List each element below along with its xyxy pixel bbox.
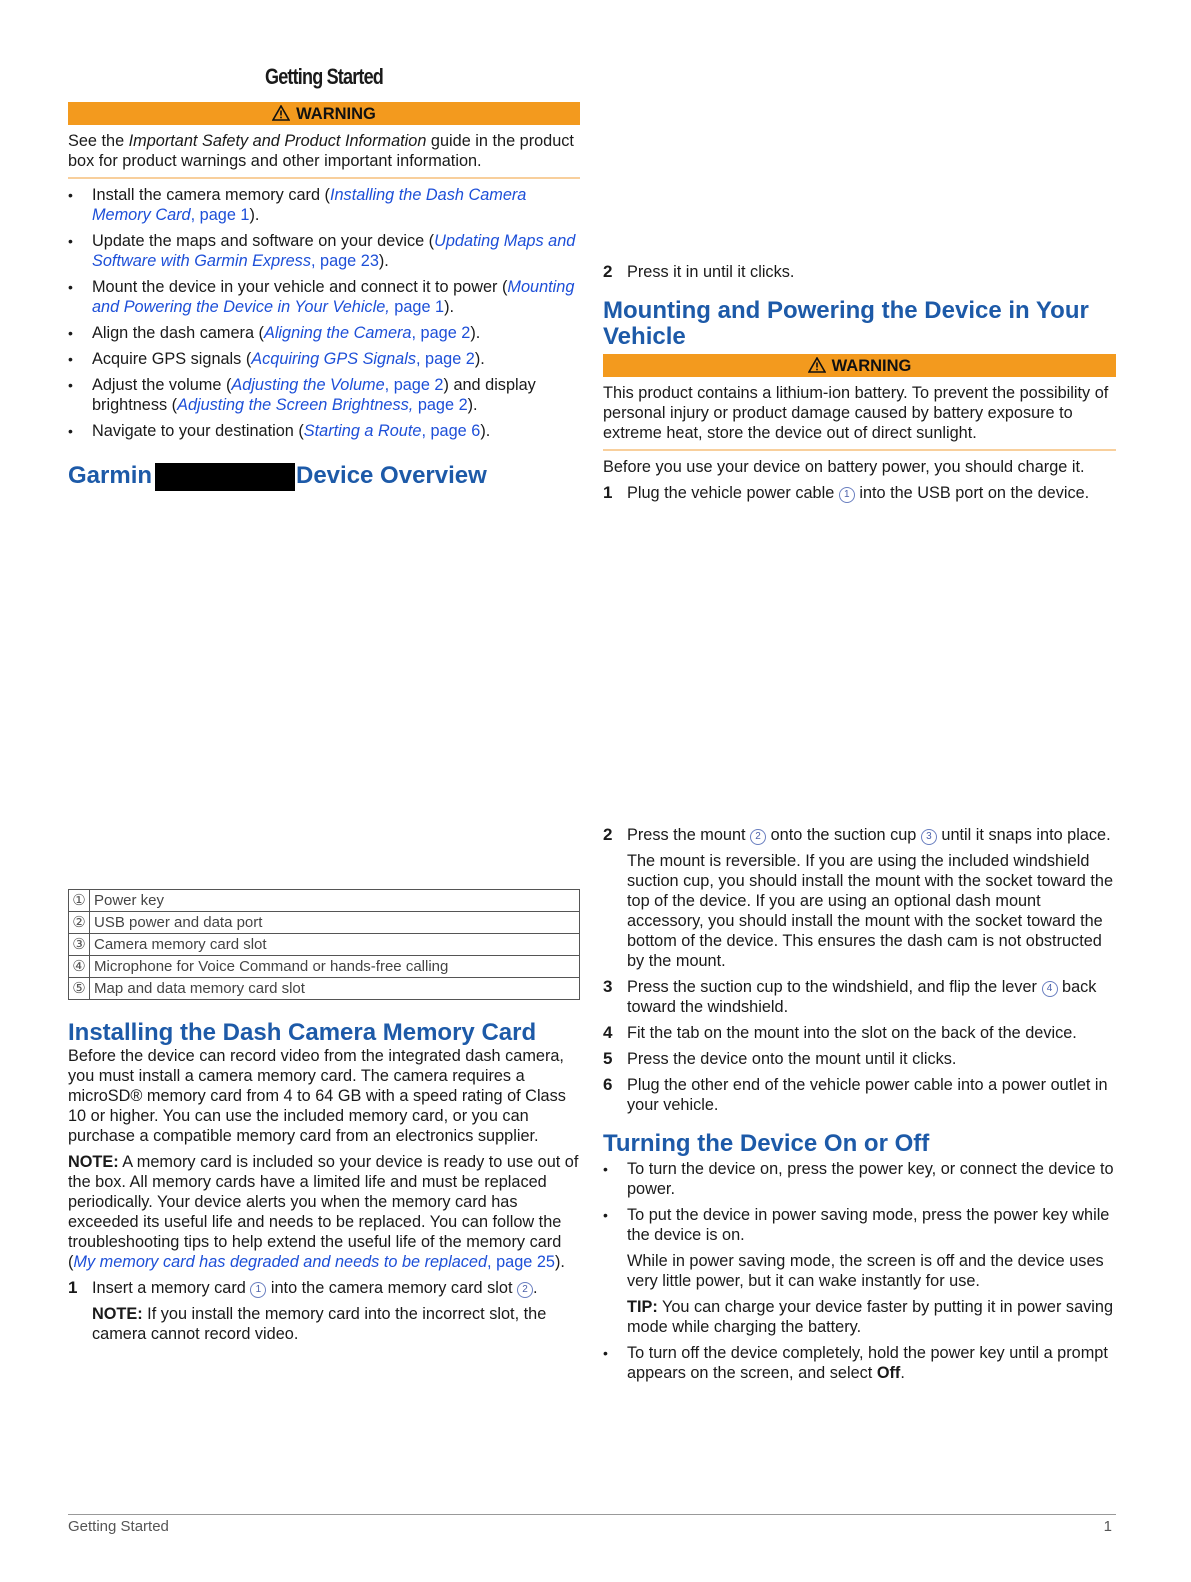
off-option: Off [876, 1364, 901, 1382]
list-item [603, 1343, 1116, 1383]
right-column [603, 62, 1116, 1389]
warning-label: WARNING [831, 357, 912, 375]
list-item-text: ). [378, 252, 389, 270]
list-item-text: Align the dash camera ( [92, 324, 264, 342]
link[interactable]: My memory card has degraded and needs to be replaced [73, 1253, 488, 1271]
turning-on-off-heading: Turning the Device On or Off [603, 1130, 930, 1157]
step-number: 6 [603, 1075, 613, 1094]
callout-icon: 2 [750, 829, 766, 845]
mounting-intro: Before you use your device on battery power, you should charge it. [603, 458, 1085, 476]
heading-part-2: Device Overview [296, 462, 487, 489]
warning-banner [68, 102, 580, 125]
list-item-text: ). [467, 396, 478, 414]
table-cell-label: Map and data memory card slot [90, 978, 580, 1000]
warning-triangle-icon [808, 357, 826, 373]
step-text: Insert a memory card [92, 1279, 251, 1297]
install-step-2 [603, 262, 1116, 282]
mounting-warning-banner [603, 354, 1116, 377]
list-item-text: Adjust the volume ( [92, 376, 232, 394]
note-text: If you install the memory card into the incorrect slot, the camera cannot record video. [92, 1305, 547, 1343]
list-item-text: To turn off the device completely, hold the power key until a prompt appears on the screen, and select [627, 1344, 1108, 1382]
warning-text-post: guide in the product box for product warnings and other important information. [68, 132, 574, 170]
link-page[interactable]: , page 2 [411, 324, 471, 342]
step-number: 1 [603, 483, 613, 502]
list-item [68, 375, 580, 415]
step-number: 4 [603, 1023, 613, 1042]
table-row [69, 912, 580, 934]
link[interactable]: Aligning the Camera [263, 324, 412, 342]
link-page[interactable]: , page 6 [421, 422, 481, 440]
link[interactable]: Installing the Dash Camera Memory Card [92, 186, 527, 224]
note-text: A memory card is included so your device is ready to use out of the box. All memory cards have a limited life and must be replaced periodically. Your device alerts you when the memory card has exceeded its useful life and needs to be replaced. You can follow the troubleshooting tips to help extend the useful life of the memory card ( [68, 1153, 579, 1271]
list-item [68, 323, 580, 343]
page-title: Getting Started [264, 64, 384, 89]
table-cell-label: Microphone for Voice Command or hands-free calling [90, 956, 580, 978]
install-step-1 [68, 1278, 580, 1298]
step-text: Plug the vehicle power cable [627, 484, 839, 502]
table-cell-number: ⑤ [69, 978, 90, 1000]
mounting-illustration-area [603, 503, 1116, 825]
tip-label: TIP: [627, 1298, 658, 1316]
list-item-text: Install the camera memory card ( [92, 186, 330, 204]
mount-step-2 [603, 825, 1116, 845]
step-number: 3 [603, 977, 613, 996]
device-diagram-area [68, 491, 580, 889]
list-item: • To turn the device on, press the power key, or connect the device to power. [603, 1159, 1116, 1199]
list-item-text: ). [474, 350, 485, 368]
link-page[interactable]: , page 23 [310, 252, 379, 270]
warning-text-pre: See the [68, 132, 129, 150]
table-cell-number: ④ [69, 956, 90, 978]
list-item-text: . [900, 1364, 905, 1382]
link[interactable]: Adjusting the Volume [231, 376, 385, 394]
callout-icon: 1 [250, 1282, 266, 1298]
link[interactable]: Acquiring GPS Signals [251, 350, 416, 368]
step-text: Press the suction cup to the windshield, and flip the lever [627, 978, 1042, 996]
step-text: back toward the windshield. [627, 978, 1097, 1016]
install-step-1-note [68, 1304, 580, 1344]
step-text: into the camera memory card slot [266, 1279, 517, 1297]
table-row [69, 934, 580, 956]
table-row [69, 978, 580, 1000]
step-text: . [533, 1279, 538, 1297]
mounting-warning-text: This product contains a lithium-ion battery. To prevent the possibility of personal injury or product damage caused by battery exposure to extreme heat, store the device out of direct sunlight. [603, 383, 1116, 451]
link-page[interactable]: , page 2 [415, 350, 475, 368]
link[interactable]: Updating Maps and Software with Garmin Express [92, 232, 576, 270]
list-item-text: Update the maps and software on your device ( [92, 232, 435, 250]
callout-icon: 4 [1042, 981, 1058, 997]
left-column [68, 62, 580, 1344]
link-page[interactable]: , page 25 [487, 1253, 555, 1271]
mount-step-1 [603, 483, 1116, 503]
note-text: ). [554, 1253, 565, 1271]
getting-started-steps [68, 185, 580, 441]
tip-text: You can charge your device faster by putting it in power saving mode while charging the battery. [627, 1298, 1113, 1336]
note-label: NOTE: [68, 1153, 119, 1171]
list-item-text: To put the device in power saving mode, press the power key while the device is on. [627, 1206, 1110, 1244]
mount-step-4 [603, 1023, 1116, 1043]
install-paragraph: Before the device can record video from the integrated dash camera, you must install a camera memory card. The camera requires a microSD® memory card from 4 to 64 GB with a speed rating of Class 10 or higher. You can use the included memory card, or you can purchase a compatible memory card from an electronics supplier. [68, 1047, 566, 1145]
list-item-text: Acquire GPS signals ( [92, 350, 252, 368]
list-item-text: ). [480, 422, 491, 440]
warning-label: WARNING [296, 105, 376, 123]
callout-icon: 3 [921, 829, 937, 845]
list-item [68, 277, 580, 317]
warning-text [68, 131, 580, 179]
footer-section-name: Getting Started [68, 1518, 169, 1535]
note-label: NOTE: [92, 1305, 143, 1323]
step-number: 1 [68, 1278, 78, 1297]
table-cell-label: USB power and data port [90, 912, 580, 934]
page-footer [68, 1514, 1116, 1535]
table-cell-number: ① [69, 890, 90, 912]
mounting-heading: Mounting and Powering the Device in Your Vehicle [603, 297, 1089, 350]
table-row [69, 956, 580, 978]
step-number: 2 [603, 825, 613, 844]
mount-step-5 [603, 1049, 1116, 1069]
table-cell-number: ② [69, 912, 90, 934]
table-row [69, 890, 580, 912]
list-item-text: ). [249, 206, 260, 224]
link[interactable]: Starting a Route [303, 422, 422, 440]
table-cell-label: Power key [90, 890, 580, 912]
memory-card-illustration-area [603, 62, 1116, 262]
callout-icon: 2 [517, 1282, 533, 1298]
step-text: into the USB port on the device. [854, 484, 1090, 502]
list-item [603, 1205, 1116, 1337]
step-text: Fit the tab on the mount into the slot on the back of the device. [627, 1024, 1077, 1042]
mount-step-2-detail: The mount is reversible. If you are using the included windshield suction cup, you should install the mount with the socket toward the top of the device. If you are using an optional dash mount accessory, you should install the mount with the socket toward the bottom of the device. This ensures the dash cam is not obstructed by the mount. [627, 852, 1113, 970]
step-text: Press it in until it clicks. [627, 263, 795, 281]
link[interactable]: Mounting and Powering the Device in Your Vehicle, [92, 278, 575, 316]
on-off-list [603, 1159, 1116, 1383]
device-overview-heading [68, 463, 580, 491]
link-page[interactable]: page 2 [413, 396, 468, 414]
callout-icon: 1 [839, 487, 855, 503]
list-item-detail: While in power saving mode, the screen is off and the device uses very little power, but it can wake instantly for use. [627, 1252, 1104, 1290]
list-item [68, 421, 580, 441]
link-page[interactable]: , page 2 [384, 376, 444, 394]
redaction-bar [155, 463, 295, 491]
list-item [68, 185, 580, 225]
list-item-text: Mount the device in your vehicle and connect it to power ( [92, 278, 508, 296]
mount-step-3 [603, 977, 1116, 1017]
tip [627, 1297, 1116, 1337]
step-text: Press the device onto the mount until it clicks. [627, 1050, 957, 1068]
table-cell-number: ③ [69, 934, 90, 956]
link-page[interactable]: page 1 [389, 298, 445, 316]
list-item-text: ). [444, 298, 455, 316]
list-item-text: Navigate to your destination ( [92, 422, 304, 440]
page-number: 1 [1103, 1518, 1112, 1535]
list-item-text: ). [470, 324, 481, 342]
link[interactable]: Adjusting the Screen Brightness, [177, 396, 414, 414]
step-number: 2 [603, 262, 613, 281]
step-text: Plug the other end of the vehicle power cable into a power outlet in your vehicle. [627, 1076, 1108, 1114]
step-number: 5 [603, 1049, 613, 1068]
step-text: Press the mount [627, 826, 751, 844]
mount-step-6 [603, 1075, 1116, 1115]
install-note [68, 1152, 580, 1272]
warning-triangle-icon [272, 105, 290, 121]
table-cell-label: Camera memory card slot [90, 934, 580, 956]
device-keys-table [68, 889, 580, 1000]
list-item [68, 231, 580, 271]
list-item-text: ) and display brightness ( [92, 376, 536, 414]
list-item [68, 349, 580, 369]
warning-text-guide-title: Important Safety and Product Information [128, 132, 427, 150]
install-memory-card-heading: Installing the Dash Camera Memory Card [68, 1019, 537, 1046]
link-page[interactable]: , page 1 [190, 206, 250, 224]
step-text: until it snaps into place. [936, 826, 1111, 844]
heading-part-1: Garmin [68, 462, 153, 489]
step-text: onto the suction cup [766, 826, 921, 844]
